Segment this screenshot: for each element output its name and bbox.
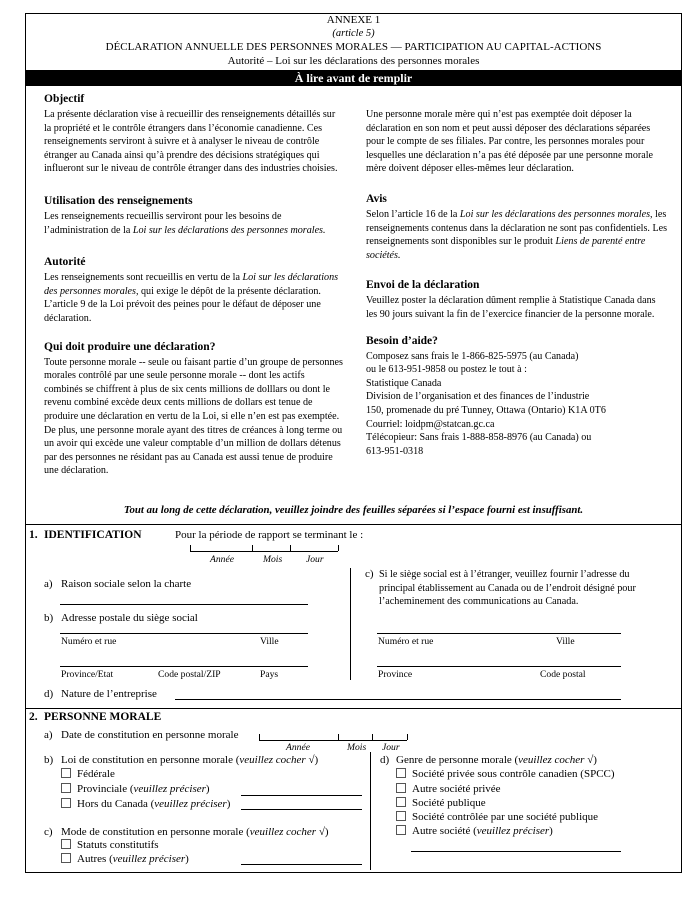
instructions-left-column [44,92,344,492]
business-nature-label: Nature de l’entreprise [61,688,157,700]
date-tick [252,545,253,551]
date-tick [190,545,191,551]
public-controlled-option[interactable] [396,811,598,823]
incorporation-date-label: Date de constitution en personne morale [61,729,239,741]
aide-line: Télécopieur: Sans frais 1-888-858-8976 (au Canada) ou [366,432,592,444]
aide-line: Composez sans frais le 1-866-825-5975 (au Canada) [366,350,579,362]
public-controlled-label: Société contrôlée par une société publique [412,811,599,823]
outside-canada-specify-field[interactable] [241,809,362,810]
other-mode-specify-field[interactable] [241,864,362,865]
separate-sheets-warning: Tout au long de cette déclaration, veuillez joindre des feuilles séparées si l’espace fourni est insuffisant. [123,504,584,516]
section2-title: PERSONNE MORALE [44,711,162,723]
date-tick [290,545,291,551]
check-hint: veuillez cocher [518,754,585,766]
authority-line: Autorité – Loi sur les déclarations des personnes morales [227,55,480,67]
business-nature-field[interactable] [175,699,621,700]
other-private-option[interactable] [396,783,501,795]
annee-label: Année [210,554,234,565]
section2-top-rule [25,708,682,709]
aide-line: ou le 613-951-9858 ou postez le tout à : [366,364,527,376]
specify-hint: veuillez préciser [133,783,206,795]
objectif-heading: Objectif [44,93,85,105]
item-b-letter: b) [44,612,54,624]
utilisation-law-name: Loi sur les déclarations des personnes morales. [132,224,326,236]
canada-street-field[interactable] [377,633,621,634]
incorporation-mode-text: Mode de constitution en personne morale ( [61,826,250,838]
item-d-letter: d) [44,688,54,700]
ccpc-option[interactable] [396,768,615,780]
canada-province-label: Province [378,669,413,680]
check-hint: veuillez cocher [249,826,317,838]
articles-checkbox[interactable] [61,839,71,849]
check-mark-hint: √) [316,826,329,838]
canada-province-field[interactable] [377,666,621,667]
qui-text: Toute personne morale -- seule ou faisant partie d’un groupe de personnes morales contrôlé par une seule personne morale -- dont les actifs combinés se chiffrent à plus de six cents millions de dolllars ou dont le revenu combiné excède deux cents millions de dollars est tenue de produire une déclaration en vertu de la Loi, si elle n’en est pas exemptée. De plus, une personne morale ayant des titres de créances à long terme ou un avoir qui excède une valeur comptable d’un million de dollars détenus par des personnes ne résidant pas au Canada est aussi tenue de produire une déclaration. [44,356,343,477]
federal-checkbox[interactable] [61,768,71,778]
other-corp-checkbox[interactable] [396,825,406,835]
date-tick [372,734,373,740]
section2-number: 2. [29,711,38,723]
date-tick [338,734,339,740]
provincial-option[interactable]: Provinciale (veuillez préciser) [61,783,210,795]
federal-option[interactable] [61,768,115,780]
articles-option[interactable] [61,839,159,851]
legal-name-field[interactable] [60,604,308,605]
corporation-type-text: Genre de personne morale ( [396,754,519,766]
outside-canada-checkbox[interactable] [61,798,71,808]
annee-label: Année [286,742,310,753]
avis-text-part-2: les renseignements contenus dans la déclaration ne sont pas confidentiels. Les renseignements sont disponibles sur le produit [366,208,668,248]
zip-label: Code postal/ZIP [158,669,221,680]
read-before-band: À lire avant de remplir [25,70,682,86]
legal-name-label: Raison sociale selon la charte [61,578,192,590]
check-mark-hint: √) [584,754,597,766]
federal-label: Fédérale [77,768,115,780]
province-state-label: Province/Etat [61,669,114,680]
objectif-text: La présente déclaration vise à recueillir des renseignements détaillés sur la propriété et le contrôle étrangers dans l’économie canadienne. Ces renseignements serviront à suivre et à analyser le niveau de contrôle étranger au Canada ainsi qu’à prendre des décisions stratégiques qui influeront sur le niveau de contrôle étranger dans des industries choisies. [44,109,338,175]
envoi-heading: Envoi de la déclaration [366,279,480,292]
section1-title: IDENTIFICATION [44,529,142,541]
other-corp-label: Autre société ( [412,825,477,837]
aide-line: 150, promenade du pré Tunney, Ottawa (Ontario) K1A 0T6 [366,404,606,416]
qui-heading: Qui doit produire une déclaration? [44,340,216,353]
canada-postal-code-label: Code postal [540,669,586,680]
city-label: Ville [260,636,279,647]
mois-label: Mois [263,554,283,565]
item-2a-letter: a) [44,729,53,741]
envoi-text: Veuillez poster la déclaration dûment remplie à Statistique Canada dans les 90 jours suivant la fin de l’exercice financier de la personne morale. [366,295,656,320]
item-2c-letter: c) [44,826,53,838]
autorite-text-part: Les renseignements sont recueillis en vertu de la [44,272,240,284]
section2-column-divider [370,752,371,870]
articles-label: Statuts constitutifs [77,839,159,851]
form-title: DÉCLARATION ANNUELLE DES PERSONNES MORALES — PARTICIPATION AU CAPITAL-ACTIONS [105,41,602,53]
incorporation-act-label [61,754,318,766]
article-label: (article 5) [332,28,375,39]
jour-label: Jour [306,554,324,565]
item-c-letter: c) [365,568,374,580]
provincial-specify-field[interactable] [241,795,362,796]
avis-product-name: Liens de parenté entre sociétés. [366,236,646,261]
utilisation-text [44,210,344,237]
incorporation-act-text: Loi de constitution en personne morale ( [61,754,240,766]
aide-line: 613-951-0318 [366,445,424,457]
utilisation-heading: Utilisation des renseignements [44,194,193,207]
canada-street-label: Numéro et rue [378,636,434,647]
province-country-field[interactable] [60,666,308,667]
incorporation-date-field[interactable] [259,740,407,741]
avis-text-part: Selon l’article 16 de la [366,208,458,220]
outside-canada-label: Hors du Canada ( [77,798,155,810]
public-checkbox[interactable] [396,797,406,807]
aide-heading: Besoin d’aide? [366,334,438,347]
other-corp-option[interactable]: Autre société (veuillez préciser) [396,825,553,837]
incorporation-mode-label [61,826,329,838]
ccpc-checkbox[interactable] [396,768,406,778]
corporation-type-label [396,754,597,766]
utilisation-text-part: Les renseignements recueillis serviront pour les besoins de l’administration de la [44,210,282,236]
provincial-checkbox[interactable] [61,783,71,793]
street-label: Numéro et rue [61,636,117,647]
specify-hint: veuillez préciser [154,798,227,810]
mois-label: Mois [347,742,367,753]
item-2b-letter: b) [44,754,54,766]
period-label: Pour la période de rapport se terminant le : [175,529,364,541]
autorite-heading: Autorité [44,256,86,269]
public-option[interactable] [396,797,486,809]
other-corp-specify-field[interactable] [411,851,621,852]
other-private-label: Autre société privée [412,783,501,795]
check-mark-hint: √) [305,754,319,766]
provincial-label: Provinciale ( [77,783,134,795]
ccpc-label: Société privée sous contrôle canadien (SPCC) [412,768,615,780]
specify-hint: veuillez préciser [112,853,186,865]
jour-label: Jour [382,742,400,753]
autorite-text [44,271,344,325]
item-2d-letter: d) [380,754,390,766]
instructions-right-column [366,108,668,458]
foreign-office-instruction: Si le siège social est à l’étranger, veuillez fournir l’adresse du principal établissement au Canada ou de l’endroit désigné pour l’acheminement des communications au Canada. [379,569,636,607]
autorite-law-name: Loi sur les déclarations des personnes morales, [44,272,339,297]
date-tick [407,734,408,740]
item-a-letter: a) [44,578,53,590]
section1-top-rule [25,524,682,525]
reporting-date-field[interactable] [190,551,338,552]
canada-city-label: Ville [556,636,575,647]
outside-canada-option[interactable]: Hors du Canada (veuillez préciser) [61,798,230,810]
specify-hint: veuillez préciser [476,825,550,837]
avis-text [366,208,668,262]
parent-company-text: Une personne morale mère qui n’est pas exemptée doit déposer la déclaration en son nom et peut aussi déposer des déclarations séparées pour le compte de ses filiales. Par contre, les personnes morales pour lesquelles une déclaration n’a pas été déposée par une personne morale mère doivent déposer elles-mêmes leur déclaration. [366,109,653,175]
date-tick [338,545,339,551]
section1-number: 1. [29,529,38,541]
section1-column-divider [350,568,351,680]
other-mode-option[interactable]: Autres (veuillez préciser) [61,853,189,865]
street-field[interactable] [60,633,308,634]
mailing-address-label: Adresse postale du siège social [61,612,198,624]
check-hint: veuillez cocher [239,754,306,766]
public-controlled-checkbox[interactable] [396,811,406,821]
annex-label: ANNEXE 1 [326,14,381,26]
avis-heading: Avis [366,192,387,205]
date-tick [259,734,260,740]
country-label: Pays [260,669,279,680]
aide-line: Statistique Canada [366,377,442,389]
avis-law-name: Loi sur les déclarations des personnes morales, [459,208,653,220]
other-mode-label: Autres ( [77,853,113,865]
aide-line: Division de l’organisation et des finances de l’industrie [366,391,590,403]
public-label: Société publique [412,797,486,809]
aide-line: Courriel: loidpm@statcan.gc.ca [366,418,495,430]
autorite-text-part-2: qui exige le dépôt de la présente déclaration. L’article 9 de la Loi prévoit des peines pour le défaut de déposer une déclaration. [44,285,321,324]
other-private-checkbox[interactable] [396,783,406,793]
other-mode-checkbox[interactable] [61,853,71,863]
